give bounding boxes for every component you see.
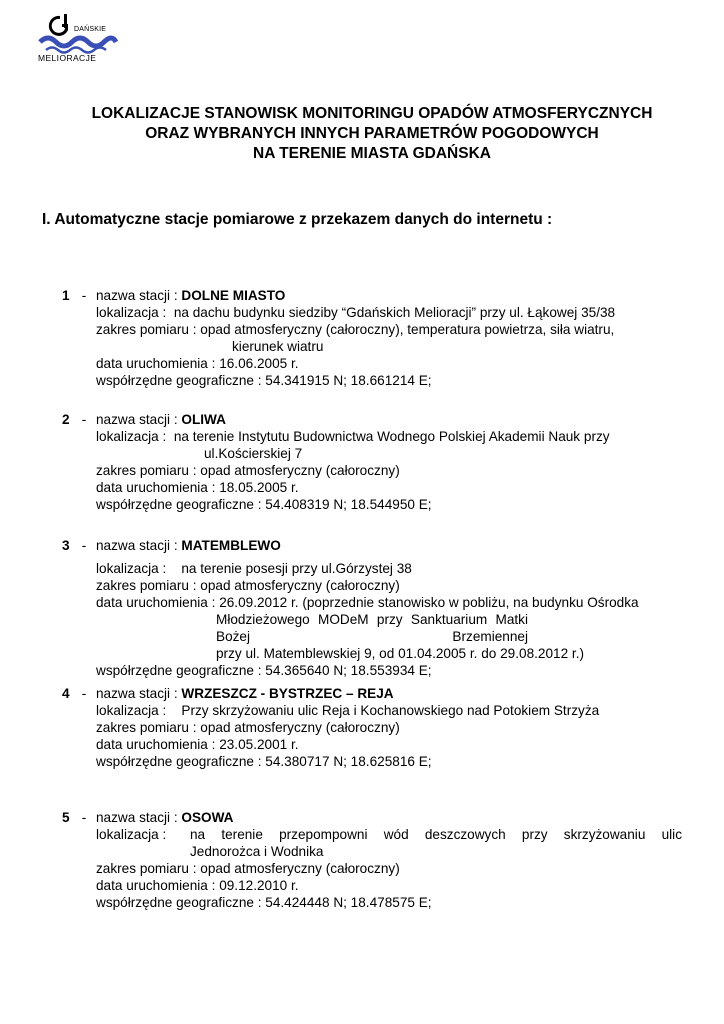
station-entry-1: 1 - nazwa stacji : DOLNE MIASTO lokalizacja : na dachu budynku siedziby “Gdańskich Melioracji” przy ul. Łąkowej 35/38 zakres pomiaru : opad atmosferyczny (całoroczny), temperatura powietrza, siła wiatru, kierunek wiatru data uruchomienia : 16.06.2005 r. współrzędne geograficzne : 54.341915 N; 18.661214 E;	[62, 287, 682, 389]
coords-value: 54.408319 N; 18.544950 E;	[265, 497, 432, 512]
location-text: na terenie Instytutu Budownictwa Wodnego Polskiej Akademii Nauk przy	[173, 429, 610, 444]
range-label: zakres pomiaru :	[96, 578, 197, 593]
start-date: 18.05.2005 r.	[219, 480, 299, 495]
location-text-continued: Jednorożca i Wodnika	[190, 844, 324, 859]
start-date: 23.05.2001 r.	[219, 737, 299, 752]
title-line-2: ORAZ WYBRANYCH INNYCH PARAMETRÓW POGODOWYCH	[145, 125, 599, 142]
coords-value: 54.380717 N; 18.625816 E;	[265, 754, 432, 769]
logo-word-melioracje: MELIORACJE	[38, 53, 97, 63]
station-name-label: nazwa stacji :	[96, 810, 178, 825]
coords-value: 54.424448 N; 18.478575 E;	[265, 895, 432, 910]
start-label: data uruchomienia :	[96, 480, 216, 495]
location-label: lokalizacja :	[96, 827, 167, 842]
station-name-label: nazwa stacji :	[96, 288, 178, 303]
logo-word-danskie: DAŃSKIE	[74, 26, 107, 33]
start-label: data uruchomienia :	[96, 595, 216, 610]
range-text: opad atmosferyczny (całoroczny)	[200, 463, 400, 478]
station-name: DOLNE MIASTO	[181, 288, 286, 303]
section-heading: I. Automatyczne stacje pomiarowe z przekazem danych do internetu :	[42, 211, 553, 228]
range-label: zakres pomiaru :	[96, 861, 197, 876]
coords-label: współrzędne geograficzne :	[96, 373, 262, 388]
coords-label: współrzędne geograficzne :	[96, 754, 262, 769]
range-label: zakres pomiaru :	[96, 463, 197, 478]
station-number: 1	[62, 288, 70, 303]
start-date: 09.12.2010 r.	[219, 878, 299, 893]
station-entry-4: 4 - nazwa stacji : WRZESZCZ - BYSTRZEC – REJA lokalizacja : Przy skrzyżowaniu ulic Reja i Kochanowskiego nad Potokiem Strzyża zakres pomiaru : opad atmosferyczny (całoroczny) data uruchomienia : 23.05.2001 r. współrzędne geograficzne : 54.380717 N; 18.625816 E;	[62, 686, 600, 769]
coords-value: 54.341915 N; 18.661214 E;	[265, 373, 432, 388]
station-name: OLIWA	[181, 412, 226, 427]
range-text: opad atmosferyczny (całoroczny), temperatura powietrza, siła wiatru,	[200, 322, 615, 337]
station-name: WRZESZCZ - BYSTRZEC – REJA	[181, 686, 394, 701]
station-number: 2	[62, 412, 70, 427]
location-label: lokalizacja :	[96, 561, 167, 576]
location-label: lokalizacja :	[96, 305, 167, 320]
range-text: opad atmosferyczny (całoroczny)	[200, 861, 400, 876]
start-label: data uruchomienia :	[96, 356, 216, 371]
station-name: OSOWA	[181, 810, 234, 825]
station-number: 5	[62, 810, 70, 825]
range-label: zakres pomiaru :	[96, 720, 197, 735]
location-text: na terenie przepompowni wód deszczowych przy skrzyżowaniu ulic	[190, 827, 682, 842]
location-text: Przy skrzyżowaniu ulic Reja i Kochanowskiego nad Potokiem Strzyża	[181, 703, 600, 718]
station-entry-2: 2 - nazwa stacji : OLIWA lokalizacja : na terenie Instytutu Budownictwa Wodnego Polskiej Akademii Nauk przy ul.Kościerskiej 7 zakres pomiaru : opad atmosferyczny (całoroczny) data uruchomienia : 18.05.2005 r. współrzędne geograficzne : 54.408319 N; 18.544950 E;	[62, 411, 682, 513]
start-note-line-2: Młodzieżowego MODeM przy Sanktuarium Matki Bożej Brzemiennej	[216, 612, 528, 644]
station-name-label: nazwa stacji :	[96, 538, 178, 553]
station-number: 4	[62, 686, 70, 701]
logo	[38, 12, 122, 64]
station-number: 3	[62, 538, 70, 553]
coords-value: 54.365640 N; 18.553934 E;	[265, 663, 432, 678]
range-text: opad atmosferyczny (całoroczny)	[200, 578, 400, 593]
station-name-label: nazwa stacji :	[96, 412, 178, 427]
document-title	[40, 104, 704, 164]
coords-label: współrzędne geograficzne :	[96, 663, 262, 678]
station-entry-3: 3 - nazwa stacji : MATEMBLEWO lokalizacja : na terenie posesji przy ul.Górzystej 38 zakres pomiaru : opad atmosferyczny (całoroczny) data uruchomienia : 26.09.2012 r. (poprzednie stanowisko w pobliżu, na budynku Ośrodka Młodzieżowego MODeM przy Sanktuarium Matki Bożej Brzemiennej przy ul. Matemblewskiej 9, od 01.04.2005 r. do 29.08.2012 r.) współrzędne geograficzne : 54.365640 N; 18.553934 E;	[62, 537, 682, 679]
station-name: MATEMBLEWO	[181, 538, 281, 553]
start-label: data uruchomienia :	[96, 737, 216, 752]
location-text-continued: ul.Kościerskiej 7	[204, 446, 303, 461]
coords-label: współrzędne geograficzne :	[96, 895, 262, 910]
start-date: 16.06.2005 r.	[219, 356, 299, 371]
location-label: lokalizacja :	[96, 429, 167, 444]
start-label: data uruchomienia :	[96, 878, 216, 893]
coords-label: współrzędne geograficzne :	[96, 497, 262, 512]
station-name-label: nazwa stacji :	[96, 686, 178, 701]
location-text: na dachu budynku siedziby “Gdańskich Melioracji” przy ul. Łąkowej 35/38	[173, 305, 616, 320]
range-text-continued: kierunek wiatru	[232, 339, 324, 354]
range-label: zakres pomiaru :	[96, 322, 197, 337]
start-note-line-3: przy ul. Matemblewskiej 9, od 01.04.2005 r. do 29.08.2012 r.)	[216, 646, 585, 661]
start-date: 26.09.2012 r. (poprzednie stanowisko w pobliżu, na budynku Ośrodka	[219, 595, 639, 610]
title-line-1: LOKALIZACJE STANOWISK MONITORINGU OPADÓW ATMOSFERYCZNYCH	[91, 105, 653, 122]
title-line-3: NA TERENIE MIASTA GDAŃSKA	[253, 145, 491, 162]
range-text: opad atmosferyczny (całoroczny)	[200, 720, 400, 735]
location-label: lokalizacja :	[96, 703, 167, 718]
location-text: na terenie posesji przy ul.Górzystej 38	[181, 561, 412, 576]
station-entry-5: 5 - nazwa stacji : OSOWA lokalizacja : na terenie przepompowni wód deszczowych przy skrzyżowaniu ulic Jednorożca i Wodnika zakres pomiaru : opad atmosferyczny (całoroczny) data uruchomienia : 09.12.2010 r. współrzędne geograficzne : 54.424448 N; 18.478575 E;	[62, 810, 682, 910]
